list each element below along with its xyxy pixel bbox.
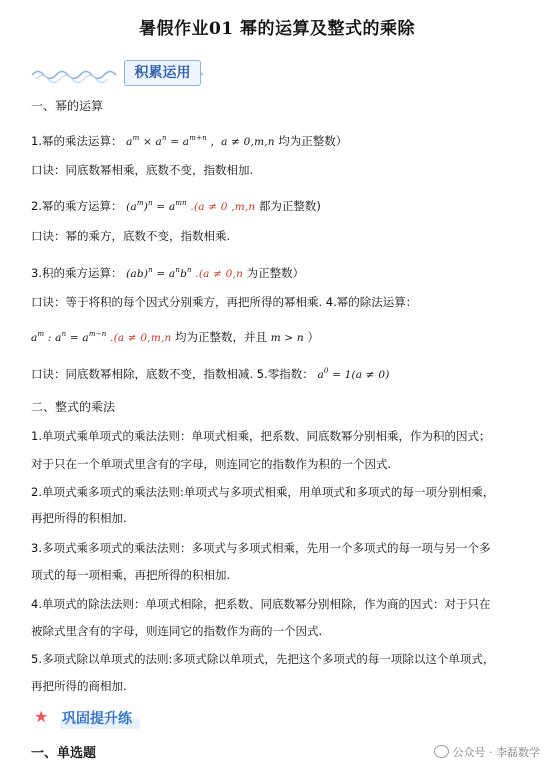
mnemonic-2: 口诀：幂的乘方，底数不变，指数相乘.: [31, 229, 231, 243]
mnemonic-3: 口诀：等于将积的每个因式分别乘方，再把所得的幂相乘. 4.幂的除法运算：: [31, 295, 418, 309]
rule-4-division: [31, 326, 319, 346]
rule-mono-division-line-2: 被除式里含有的字母，则连同它的指数作为商的一个因式.: [31, 624, 323, 638]
mnemonic-1: 口诀：同底数幂相乘，底数不变，指数相加.: [31, 163, 254, 177]
wechat-watermark: [434, 744, 541, 760]
wechat-icon: [434, 745, 449, 758]
rule-poly-division-line-1: 5.多项式除以单项式的法则:多项式除以单项式，先把这个多项式的每一项除以这个单项式，: [31, 652, 495, 666]
rule-mono-division-line-1: 4.单项式的除法法则：单项式相除，把系数、同底数幂分别相除，作为商的因式：对于只在: [31, 597, 491, 611]
rule-poly-division-line-2: 再把所得的商相加.: [31, 679, 127, 693]
rule-2-formula: $(a^m)^n = a^{mn}$ .(a ≠ 0 ,m,n: [126, 199, 256, 213]
mnemonic-4-zero-exponent: [31, 363, 390, 383]
zero-exponent-formula: $a^0 = 1(a \ne 0)$: [317, 367, 390, 381]
section-heading-powers: 一、幂的运算: [31, 99, 104, 113]
page-title: 暑假作业01 幂的运算及整式的乘除: [138, 19, 416, 39]
rule-poly-poly-line-2: 项式的每一项相乘，再把所得的积相加.: [31, 568, 231, 582]
rule-mono-poly-line-2: 再把所得的积相加.: [31, 511, 127, 525]
rule-3-formula: $(ab)^n = a^nb^n$ .(a ≠ 0,n: [126, 266, 244, 280]
rule-4-tail-end: ）: [307, 330, 320, 344]
section-heading-polynomial: 二、整式的乘法: [31, 400, 116, 414]
rule-3-power-of-product: [31, 262, 304, 282]
mnemonic-4: 口诀：同底数幂相除，底数不变，指数相减. 5.零指数：: [31, 367, 314, 381]
watermark-text: 公众号 · 李磊数学: [452, 746, 540, 759]
rule-1-formula: $a^m \times a^n = a^{m+n}$ ，a ≠ 0,m,n: [126, 134, 275, 148]
rule-3-label: 3.积的乘方运算：: [31, 266, 123, 280]
banner-title: 积累运用: [124, 60, 201, 86]
rule-mono-mono-line-2: 对于只在一个单项式里含有的字母，则连同它的指数作为积的一个因式.: [31, 457, 392, 471]
rule-4-formula: $a^m$ : $a^n = a^{m-n}$ .(a ≠ 0,m,n: [31, 330, 172, 344]
rule-mono-poly-line-1: 2.单项式乘多项式的乘法法则:单项式与多项式相乘，用单项式和多项式的每一项分别相乘，: [31, 485, 495, 499]
rule-1-tail: 均为正整数）: [278, 134, 348, 148]
rule-mono-mono-line-1: 1.单项式乘单项式的乘法法则：单项式相乘，把系数、同底数幂分别相乘，作为积的因式；: [31, 429, 491, 443]
section-heading-single-choice: 一、单选题: [31, 746, 97, 761]
rule-4-tail-formula: m > n: [270, 332, 304, 344]
rule-3-tail: 为正整数）: [246, 266, 305, 280]
star-icon: ★: [34, 707, 49, 726]
rule-1-multiplication: [31, 130, 347, 150]
rule-4-tail: 均为正整数，并且: [175, 330, 268, 344]
practice-title: 巩固提升练: [62, 711, 132, 727]
rule-poly-poly-line-1: 3.多项式乘多项式的乘法法则：多项式与多项式相乘，先用一个多项式的每一项与另一个多: [31, 541, 491, 555]
rule-2-label: 2.幂的乘方运算：: [31, 199, 123, 213]
rule-2-power-of-power: [31, 195, 321, 215]
rule-1-label: 1.幂的乘法运算：: [31, 134, 123, 148]
rule-2-tail: 都为正整数): [258, 199, 321, 213]
